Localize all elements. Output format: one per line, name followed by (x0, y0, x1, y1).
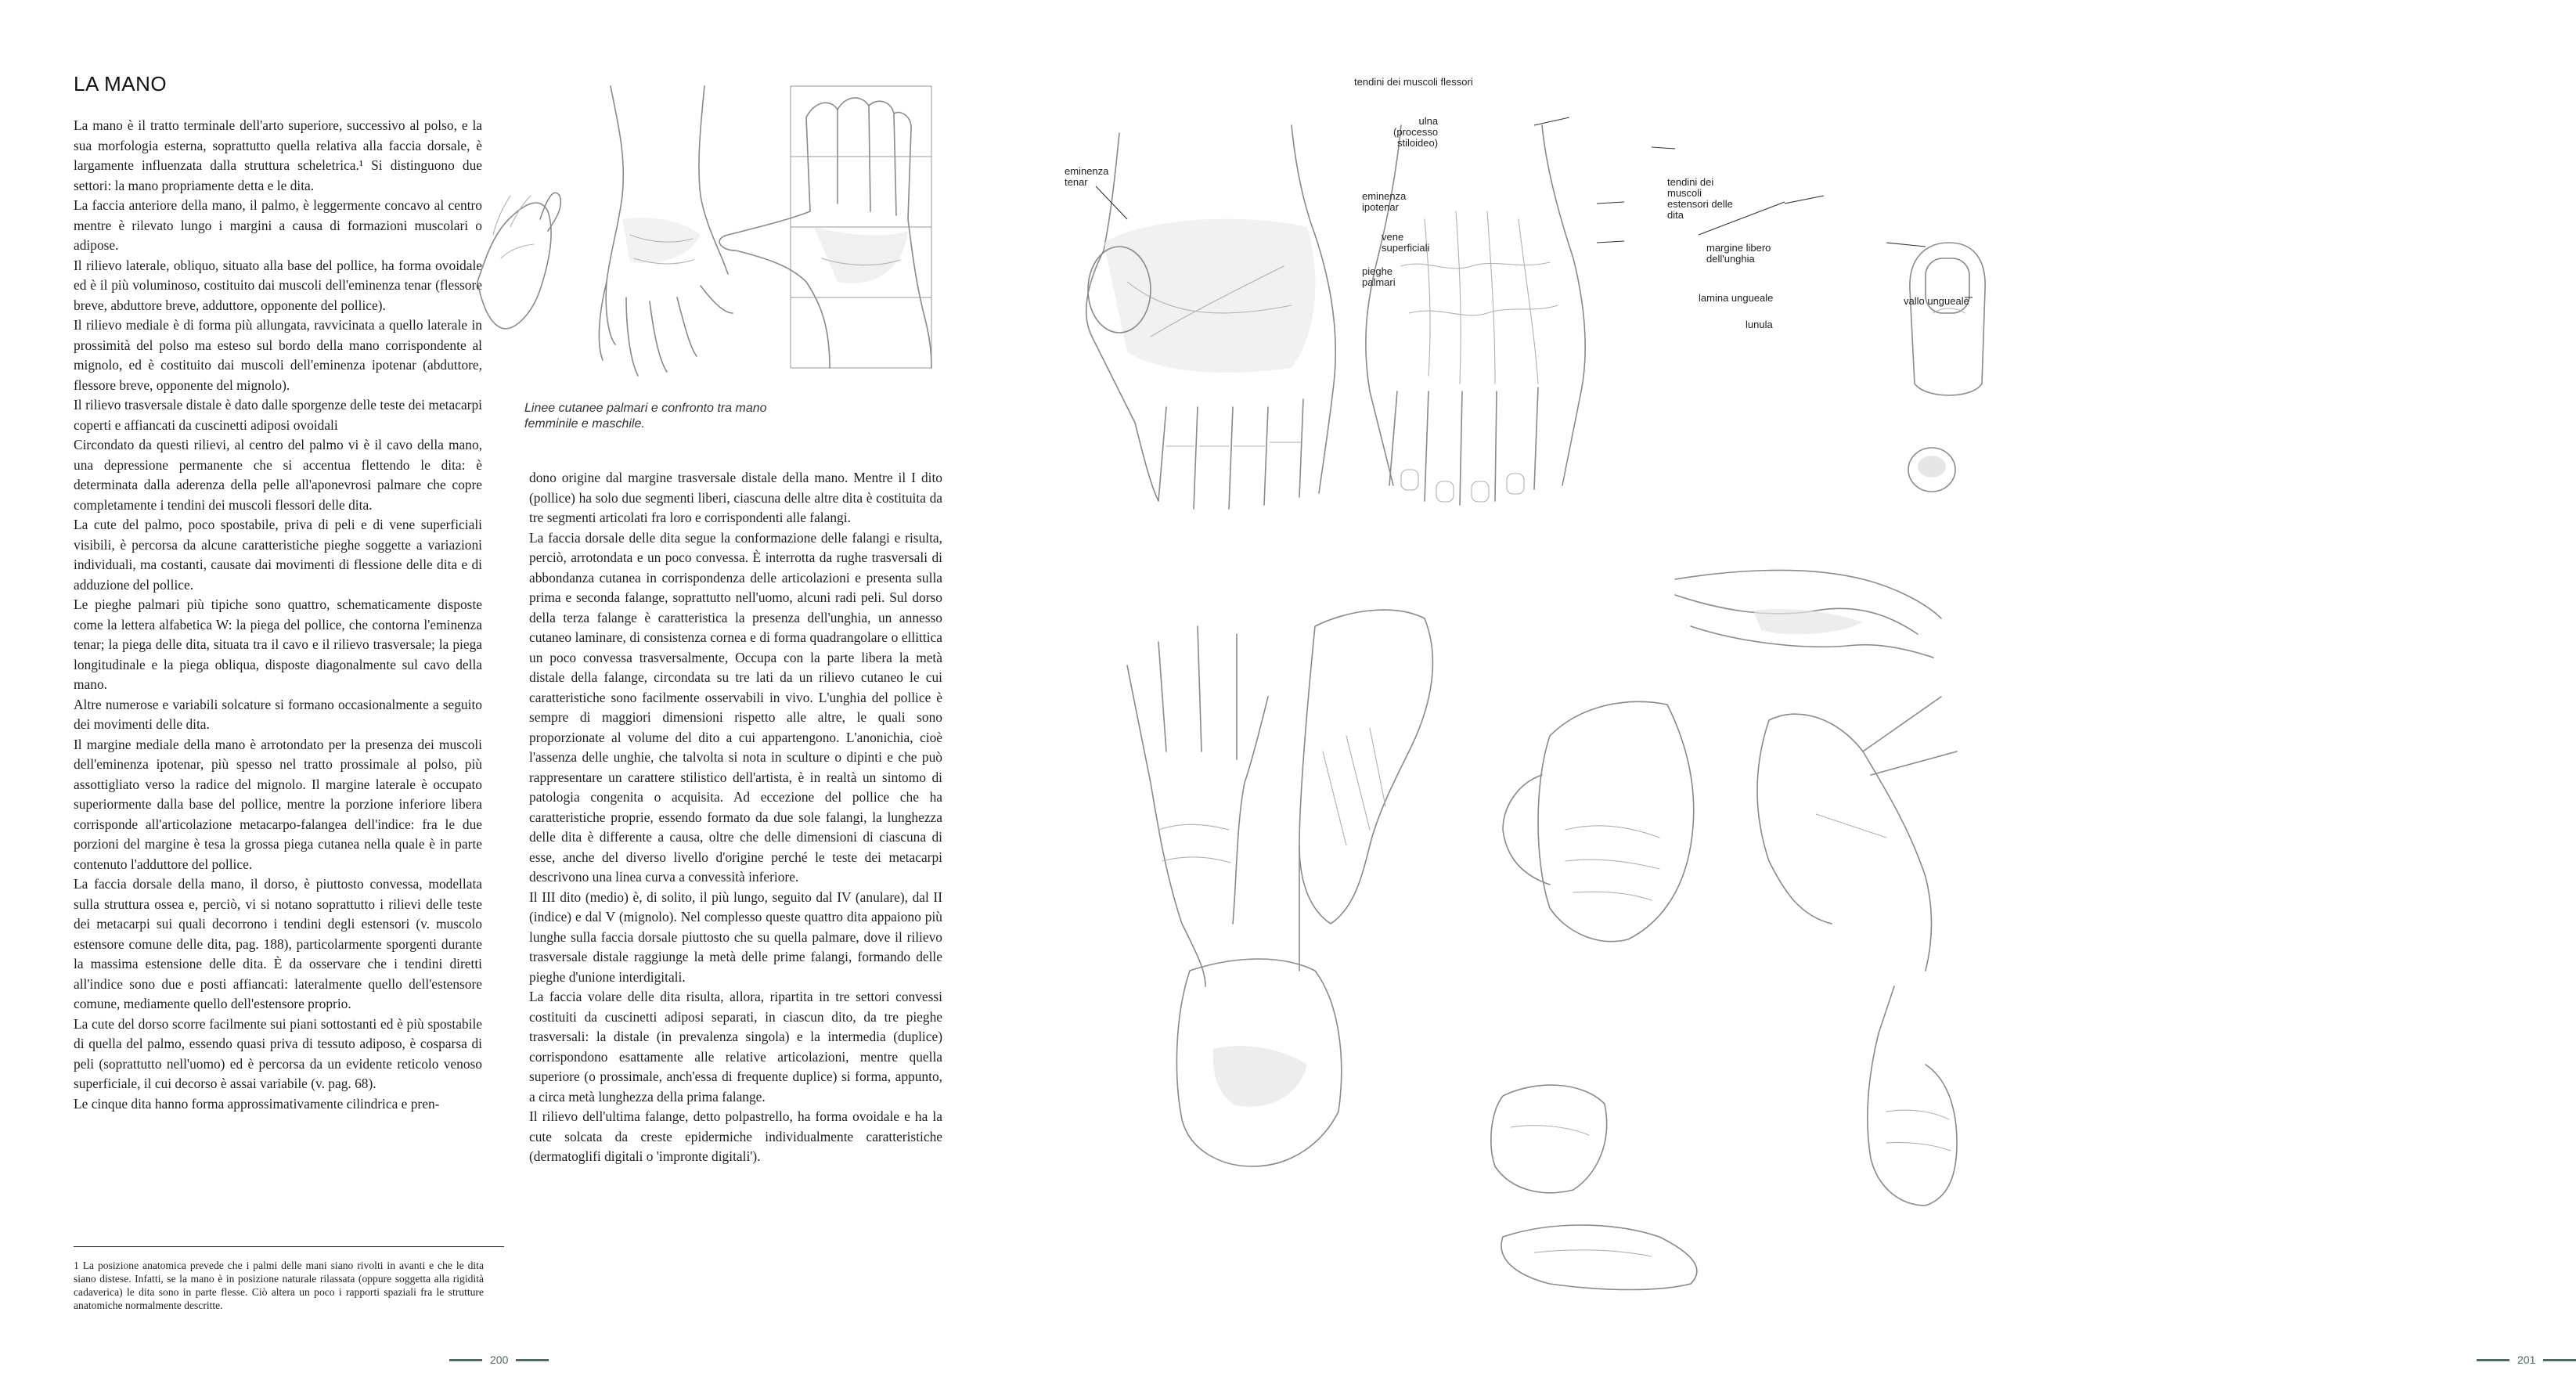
relaxed-hand-sketch (1299, 610, 1432, 924)
male-hand-sketch (719, 86, 931, 368)
body-paragraph: La faccia anteriore della mano, il palmo, è leggermente concavo al centro mentre è rilevato lungo i margini a causa di formazioni muscolari o adipose. (74, 197, 482, 253)
label-lamina-ungueale: lamina ungueale (1699, 292, 1774, 304)
reclining-hand-sketch (1675, 570, 1941, 658)
female-hand-sketch (599, 86, 733, 376)
body-paragraph: La cute del palmo, poco spostabile, priva di peli e di vene superficiali visibili, è percorsa da alcune caratteristiche pieghe soggette a variazioni individuali, ma costanti, causate dai movimenti di flessione delle dita e di adduzione del pollice. (74, 517, 482, 593)
body-paragraph: Le cinque dita hanno forma approssimativamente cilindrica e pren- (74, 1095, 440, 1112)
label-eminenza-tenar: eminenza tenar (1065, 165, 1109, 188)
page-number-text: 201 (2517, 1353, 2536, 1366)
page-number-left (449, 1353, 549, 1366)
page-number-text: 200 (490, 1353, 509, 1366)
body-paragraph: dono origine dal margine trasversale distale della mano. Mentre il I dito (pollice) ha solo due segmenti liberi, ciascuna delle altre dita è costituita da tre segmenti articolati fra loro e corrispondenti alle falangi. (529, 470, 942, 525)
reaching-hand-sketch (1757, 697, 1957, 971)
right-page (1002, 0, 2536, 1384)
label-ulna: ulna (processo stiloideo) (1393, 115, 1439, 149)
footnote: 1 La posizione anatomica prevede che i palmi delle mani siano rivolti in avanti e che le dita siano distese. Infatti, se la mano è in posizione naturale rilassata (oppure soggetta alla rigidità cadaverica) le dita sono in parte flesse. Ciò altera un poco i rapporti spaziali fra le strutture anatomiche normalmente descritte. (74, 1260, 484, 1311)
body-paragraph: Circondato da questi rilievi, al centro del palmo vi è il cavo della mano, una depressione permanente che si accentua flettendo le dita: è determinata dalla aderenza della pelle all'aponevrosi palmare che copre completamente i tendini dei muscoli flessori delle dita. (74, 437, 482, 513)
label-pieghe-palmari: pieghe palmari (1362, 265, 1396, 288)
footnote-divider (74, 1246, 504, 1247)
label-vene-superficiali: vene superficiali (1382, 231, 1430, 254)
label-eminenza-ipotenar: eminenza ipotenar (1362, 190, 1407, 213)
body-paragraph: La faccia volare delle dita risulta, allora, ripartita in tre settori convessi costituiti da cuscinetti adiposi separati, in ciascun dito, da tre pieghe trasversali: la distale (in prevalenza singola) e la intermedia (duplice) corrispondono esattamente alle relative articolazioni, mentre quella superiore (o prossimale, anch'essa di frequente duplice) si forma, appunto, a circa metà lunghezza della prima falange. (529, 989, 942, 1105)
folio-bar (516, 1359, 549, 1361)
body-paragraph: Il rilievo trasversale distale è dato dalle sporgenze delle teste dei metacarpi coperti e affiancati da cuscinetti adiposi ovoidali (74, 397, 482, 433)
hand-comparison-figure (462, 78, 1010, 399)
body-paragraph: Il III dito (medio) è, di solito, il più lungo, seguito dal IV (anulare), dal II (indice) e dal V (mignolo). Nel complesso queste quattro dita appaiono più lunghe sulla faccia dorsale piuttosto che su quella palmare, dove il rilievo trasversale distale raggiunge la metà delle prime falangi, formando delle pieghe d'unione interdigitali. (529, 888, 942, 985)
body-paragraph: Altre numerose e variabili solcature si formano occasionalmente a seguito dei movimenti delle dita. (74, 696, 482, 732)
small-palm-sketch (477, 193, 560, 329)
label-flexor-tendons: tendini dei muscoli flessori (1354, 76, 1473, 88)
hand-anatomy-figure (1033, 78, 2004, 517)
body-paragraph: Il rilievo mediale è di forma più allungata, ravvicinata a quello laterale in prossimità del polso ma esteso sul bordo della mano corrispondente al mignolo, ed è costituito dai muscoli dell'eminenza ipotenar (abduttore, flessore breve, opponente del mignolo). (74, 317, 482, 393)
dorsal-view-sketch (1366, 125, 1585, 505)
fist-sketch (1176, 845, 1341, 1166)
body-paragraph: La faccia dorsale delle dita segue la conformazione delle falangi e risulta, perciò, arrotondata e un poco convessa. È interrotta da rughe trasversali di abbondanza cutanea in corrispondenza delle articolazioni e presenta sulla prima e seconda falange, soprattutto nell'uomo, alcuni radi peli. Sul dorso della terza falange è caratteristica la presenza dell'unghia, un annesso cutaneo laminare, di consistenza cornea e di forma quadrangolare o ellittica un poco convessa trasversalmente, Occupa con la parte libera la metà distale della falange, circondata su tre lati da un rilievo cutaneo le cui caratteristiche sono facilmente osservabili in vivo. L'unghia del pollice è sempre di maggiori dimensioni rispetto alle altre, le quali sono proporzionate al volume del dito a cui appartengono. L'anonichia, cioè l'assenza delle unghie, che talvolta si nota in sculture o dipinti e che può rappresentare un carattere stilistico dell'artista, è in realtà un sintomo di patologia congenita o acquisita. Ad eccezione del pollice che ha caratteristiche proprie, essendo formato da due sole falangi, la lunghezza delle dita è differente a causa, oltre che delle dimensioni di ciascuna di esse, anche del diverso livello d'origine perché le teste dei metacarpi descrivono una linea curva a convessità inferiore. (529, 529, 942, 885)
hand-gesture-studies (1065, 548, 1996, 1331)
folio-bar (449, 1359, 482, 1361)
chapter-heading: LA MANO (74, 72, 168, 96)
left-page (0, 0, 1002, 1384)
page-number-right (2477, 1353, 2576, 1366)
body-paragraph: Il rilievo dell'ultima falange, detto polpastrello, ha forma ovoidale e ha la cute solcata da creste epidermiche individualmente caratteristiche (dermatoglifi digitali o 'impronte digitali'). (529, 1108, 942, 1164)
palm-view-sketch (1086, 125, 1335, 509)
gripping-hands-sketch (1503, 701, 1694, 941)
fingernail-sketch (1908, 243, 1985, 492)
body-paragraph: La cute del dorso scorre facilmente sui piani sottostanti ed è più spostabile di quella del palmo, essendo quasi priva di tessuto adiposo, è cosparsa di peli (soprattutto nell'uomo) ed è percorsa da un evidente reticolo venoso superficiale, il cui decorso è assai variabile (v. pag. 68). (74, 1015, 482, 1091)
lifted-hand-sketch (1491, 1085, 1607, 1193)
label-vallo-ungueale: vallo ungueale (1904, 295, 1969, 307)
label-lunula: lunula (1746, 319, 1773, 330)
folio-bar (2543, 1359, 2576, 1361)
spread-hand-sketch (1127, 626, 1268, 986)
pointing-hand-sketch (1868, 986, 1957, 1206)
figure-caption: Linee cutanee palmari e confronto tra mano femminile e maschile. (524, 402, 767, 431)
body-paragraph: La mano è il tratto terminale dell'arto superiore, successivo al polso, e la sua morfologia esterna, soprattutto quella relativa alla faccia dorsale, è largamente influenzata dalla struttura scheletrica.¹ Si distinguono due settori: la mano propriamente detta e le dita. (74, 117, 482, 193)
body-paragraph: La faccia dorsale della mano, il dorso, è piuttosto convessa, modellata sulla struttura ossea e, perciò, vi si notano soprattutto i rilievi delle teste dei metacarpi sui quali decorrono i tendini degli estensori (v. muscolo estensore comune delle dita, pag. 188), particolarmente sporgenti durante la massima estensione delle dita. È da osservare che i tendini diretti all'indice sono due e posti affiancati: lateralmente quello dell'estensore comune, mediamente quello dell'estensore proprio. (74, 876, 482, 1011)
body-paragraph: Il margine mediale della mano è arrotondato per la presenza dei muscoli dell'eminenza ipotenar, più spesso nel tratto prossimale al polso, più assottigliato verso la radice del mignolo. Il margine laterale è occupato superiormente dalla base del pollice, mentre la porzione inferiore libera corrisponde all'articolazione metacarpo-falangea dell'indice: fra le due porzioni del margine è tesa la grossa piega cutanea nella quale è in parte contenuto l'adduttore del pollice. (74, 736, 482, 872)
text-column-1 (74, 116, 482, 1114)
label-margine-libero: margine libero dell'unghia (1706, 242, 1771, 265)
label-extensor-tendons: tendini dei muscoli estensori delle dita (1667, 176, 1733, 221)
text-column-2 (529, 468, 942, 1167)
folio-bar (2477, 1359, 2509, 1361)
body-paragraph: Le pieghe palmari più tipiche sono quattro, schematicamente disposte come la lettera alfabetica W: la piega del pollice, che contorna l'eminenza tenar; la piega delle dita, situata tra il cavo e il rilievo trasversale; la piega longitudinale e la piega obliqua, disposte diagonalmente sul cavo della mano. (74, 596, 482, 692)
body-paragraph: Il rilievo laterale, obliquo, situato alla base del pollice, ha forma ovoidale ed è il più voluminoso, costituito dai muscoli dell'eminenza tenar (flessore breve, abduttore breve, adduttore, opponente del pollice). (74, 257, 482, 313)
lying-palm-sketch (1501, 1225, 1697, 1290)
